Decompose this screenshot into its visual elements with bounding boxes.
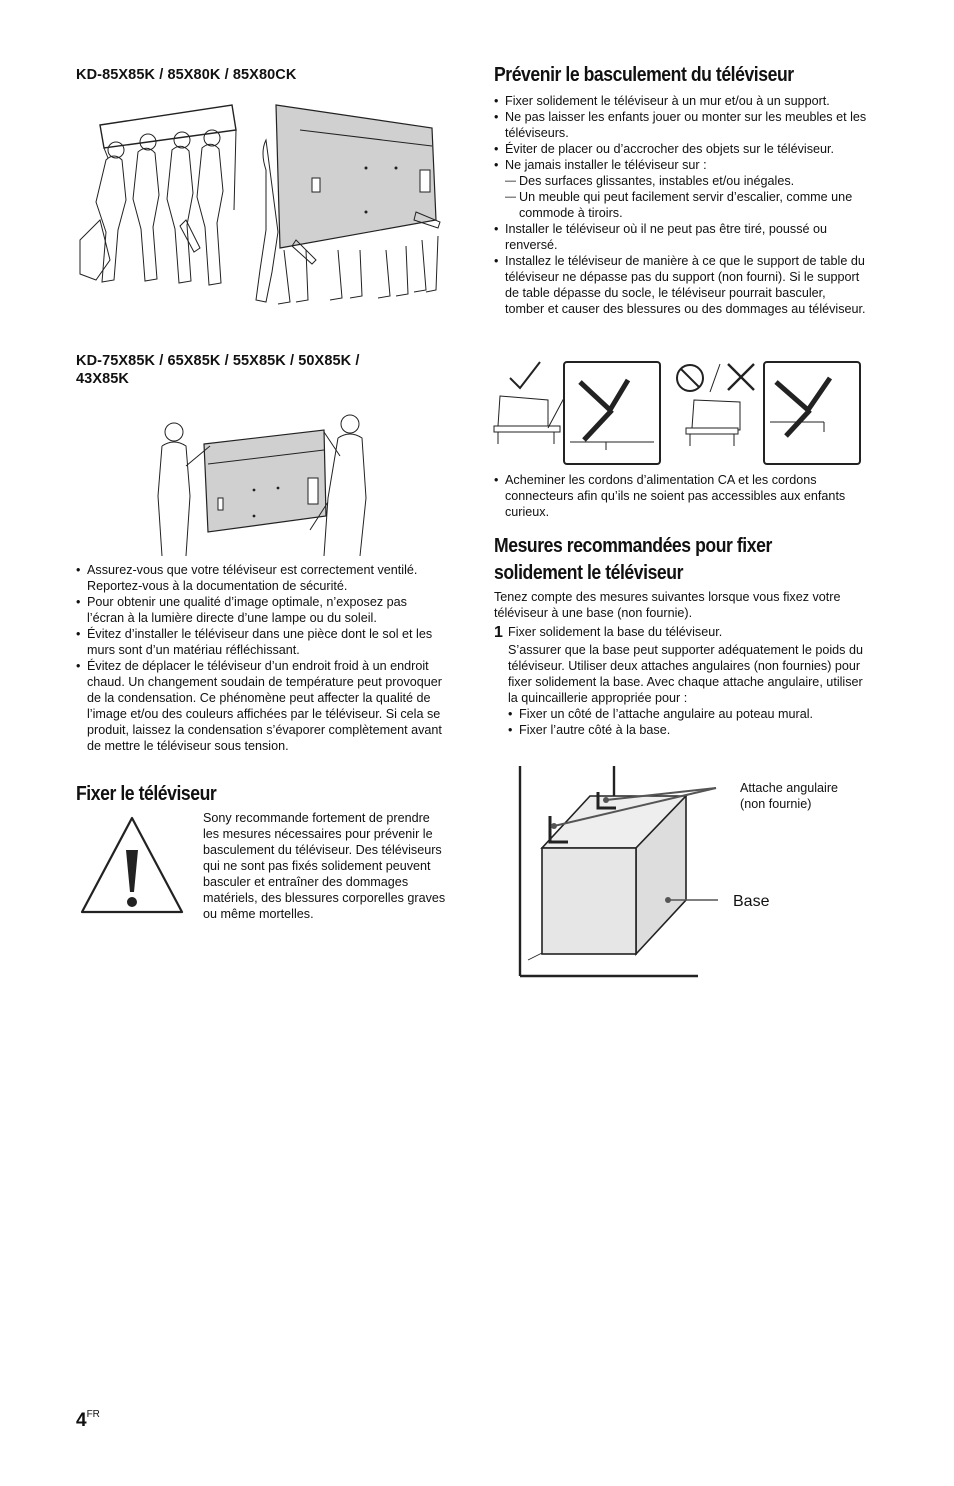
- bullet-item: • Éviter de placer ou d’accrocher des objets sur le téléviseur.: [494, 141, 868, 157]
- people-group-left: [80, 130, 223, 285]
- bracket-label: Attache angulaire (non fournie): [740, 781, 839, 811]
- bullet-item: • Fixer un côté de l’attache angulaire au poteau mural.: [508, 706, 868, 722]
- bullet-item: • Évitez d’installer le téléviseur dans une pièce dont le sol et les murs sont d’un matériau réfléchissant.: [76, 626, 446, 658]
- model-heading-85: KD-85X85K / 85X80K / 85X80CK: [76, 67, 297, 83]
- prohibited-icon: [677, 365, 703, 391]
- step-text: S’assurer que la base peut supporter adéquatement le poids du téléviseur. Utiliser deux attaches angulaires (non fournies) pour fixer solidement la base. Avec chaque attache angulaire, utiliser la quincaillerie appropriée pour :: [508, 643, 863, 705]
- bullet-item: • Ne jamais installer le téléviseur sur : — Des surfaces glissantes, instables et/ou inégales. — Un meuble qui peut facilement servir d’escalier, comme une commode à tiroirs.: [494, 157, 868, 221]
- bullet-item: • Installez le téléviseur de manière à ce que le support de table du téléviseur ne dépasse pas du support (non fourni). Si le support de table dépasse du socle, le téléviseur pourrait basculer, tomber et causer des blessures ou des dommages au téléviseur.: [494, 253, 868, 317]
- step-number: 1: [494, 624, 503, 641]
- base-label: Base: [733, 893, 770, 910]
- bullet-item: • Assurez-vous que votre téléviseur est correctement ventilé. Reportez-vous à la documentation de sécurité.: [76, 562, 446, 594]
- step-1: [494, 624, 868, 738]
- surface-dash-list: [505, 173, 868, 221]
- language-code: FR: [86, 1409, 100, 1420]
- stand-placement-illustration: [494, 358, 864, 468]
- fix-heading: Fixer le téléviseur: [76, 783, 217, 805]
- prevent-bullets: [494, 93, 868, 317]
- dash-item: — Un meuble qui peut facilement servir d’escalier, comme une commode à tiroirs.: [505, 189, 868, 221]
- ventilation-bullets: [76, 562, 446, 754]
- prevent-heading: Prévenir le basculement du téléviseur: [494, 64, 794, 86]
- cross-icon: [728, 364, 754, 390]
- bullet-item: • Évitez de déplacer le téléviseur d’un endroit froid à un endroit chaud. Un changement soudain de température peut provoquer de la condensation. Ce phénomène peut affecter la qualité de l’image et/ou des couleurs affichées par le téléviseur. Si cela se produit, laissez la condensation s’évaporer complètement avant de mettre le téléviseur sous tension.: [76, 658, 446, 754]
- incorrect-tv-on-stand: [686, 400, 740, 446]
- bullet-item: • Acheminer les cordons d’alimentation CA et les cordons connecteurs afin qu’ils ne soient pas accessibles aux enfants curieux.: [494, 472, 868, 520]
- bullet-item: • Installer le téléviseur où il ne peut pas être tiré, poussé ou renversé.: [494, 221, 868, 253]
- base-box: [542, 796, 686, 954]
- bullet-item: • Ne pas laisser les enfants jouer ou monter sur les meubles et les téléviseurs.: [494, 109, 868, 141]
- incorrect-zoom-box: [764, 362, 860, 464]
- dash-item: — Des surfaces glissantes, instables et/ou inégales.: [505, 173, 868, 189]
- warning-triangle-icon: [78, 814, 186, 916]
- measures-intro: Tenez compte des mesures suivantes lorsque vous fixez votre téléviseur à une base (non fournie).: [494, 590, 841, 620]
- bullet-item: • Fixer solidement le téléviseur à un mur et/ou à un support.: [494, 93, 868, 109]
- page-number: $4^{FR}$: [76, 1409, 100, 1431]
- cords-bullet-list: [494, 472, 868, 520]
- tv-panel-left: [100, 105, 236, 148]
- tv-panel-right: [276, 105, 436, 248]
- bullet-item: • Pour obtenir une qualité d’image optimale, n’exposez pas l’écran à la lumière directe d’une lampe ou du soleil.: [76, 594, 446, 626]
- step-title: Fixer solidement la base du téléviseur.: [508, 625, 723, 639]
- bullet-item: • Fixer l’autre côté à la base.: [508, 722, 868, 738]
- measures-heading: Mesures recommandées pour fixer solidement le téléviseur: [494, 535, 772, 584]
- fix-paragraph: Sony recommande fortement de prendre les mesures nécessaires pour prévenir le basculement du téléviseur. Des téléviseurs qui ne sont pas fixés solidement peuvent basculer et entraîner des dommages matériels, des blessures corporelles graves ou même mortelles.: [203, 811, 446, 921]
- checkmark-icon: [510, 362, 540, 388]
- correct-tv-on-stand: [494, 396, 560, 444]
- step-bullets: [494, 706, 868, 738]
- carry-85-illustration: [76, 100, 436, 320]
- model-heading-75-43: KD-75X85K / 65X85K / 55X85K / 50X85K / 43X85K: [76, 353, 360, 387]
- base-bracket-illustration: [518, 766, 718, 980]
- carry-75-illustration: [154, 406, 374, 556]
